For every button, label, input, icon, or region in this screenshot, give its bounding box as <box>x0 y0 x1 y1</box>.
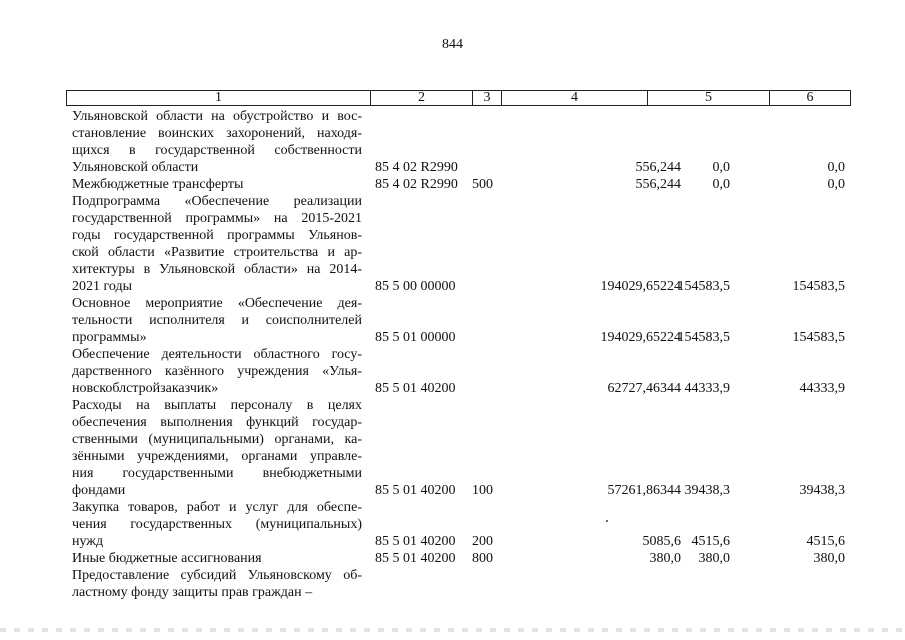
amount-col-5: 154583,5 <box>677 330 730 345</box>
description-line: фондами <box>72 483 126 498</box>
description-line: становление воинских захоронений, находя- <box>72 126 362 141</box>
description-line: Основное мероприятие «Обеспечение дея- <box>72 296 362 311</box>
table-row <box>72 550 852 567</box>
row-description <box>72 346 362 397</box>
description-line: ственными (муниципальными) органами, ка- <box>72 432 362 447</box>
description-line: программы» <box>72 330 147 345</box>
description-line: новскоблстройзаказчик» <box>72 381 219 396</box>
amount-col-4: 62727,46344 <box>607 381 681 396</box>
description-line: зёнными учреждениями, органами управле- <box>72 449 362 464</box>
table-row <box>72 397 852 499</box>
amount-col-5: 39438,3 <box>684 483 730 498</box>
header-col-5: 5 <box>648 91 770 105</box>
target-article-code: 85 5 01 40200 <box>375 551 456 566</box>
description-line: ластному фонду защиты прав граждан – <box>72 585 313 600</box>
header-col-4: 4 <box>502 91 648 105</box>
target-article-code: 85 5 00 00000 <box>375 279 456 294</box>
amount-col-6: 154583,5 <box>792 330 845 345</box>
description-line: тельности исполнителя и соисполнителей <box>72 313 362 328</box>
expense-type-code: 100 <box>472 483 493 498</box>
target-article-code: 85 4 02 R2990 <box>375 177 458 192</box>
page-number: 844 <box>442 37 463 52</box>
row-description <box>72 108 362 176</box>
amount-col-4: 556,244 <box>635 160 681 175</box>
amount-col-4: 194029,65224 <box>600 330 681 345</box>
description-line: Иные бюджетные ассигнования <box>72 551 262 566</box>
description-line: ской области «Развитие строительства и ар- <box>72 245 362 260</box>
table-body <box>72 108 852 601</box>
description-line: Обеспечение деятельности областного госу- <box>72 347 362 362</box>
target-article-code: 85 5 01 00000 <box>375 330 456 345</box>
description-line: государственной программы» на 2015-2021 <box>72 211 362 226</box>
row-description <box>72 550 362 567</box>
amount-col-4: 5085,6 <box>642 534 681 549</box>
scan-artifact-strip <box>0 628 905 632</box>
header-col-1: 1 <box>67 91 371 105</box>
amount-col-5: 0,0 <box>712 160 730 175</box>
expense-type-code: 800 <box>472 551 493 566</box>
description-line: щихся в государственной собственности <box>72 143 362 158</box>
header-col-6: 6 <box>806 90 814 105</box>
amount-col-6: 380,0 <box>813 551 845 566</box>
amount-col-5: 0,0 <box>712 177 730 192</box>
description-line: ния государственными внебюджетными <box>72 466 362 481</box>
amount-col-5: 154583,5 <box>677 279 730 294</box>
amount-col-5: 44333,9 <box>684 381 730 396</box>
description-line: Ульяновской области на обустройство и вос- <box>72 109 362 124</box>
amount-col-6: 0,0 <box>827 177 845 192</box>
row-description <box>72 193 362 295</box>
description-line: Расходы на выплаты персоналу в целях <box>72 398 362 413</box>
description-line: Ульяновской области <box>72 160 199 175</box>
amount-col-4: 380,0 <box>649 551 681 566</box>
description-line: нужд <box>72 534 104 549</box>
amount-col-6: 154583,5 <box>792 279 845 294</box>
table-row <box>72 346 852 397</box>
row-description <box>72 499 362 550</box>
header-col-2: 2 <box>371 91 473 105</box>
target-article-code: 85 5 01 40200 <box>375 534 456 549</box>
table-row <box>72 295 852 346</box>
amount-col-4: 194029,65224 <box>600 279 681 294</box>
target-article-code: 85 5 01 40200 <box>375 381 456 396</box>
scan-speck <box>606 520 608 522</box>
table-row <box>72 176 852 193</box>
row-description <box>72 176 362 193</box>
description-line: обеспечения выполнения функций государ- <box>72 415 362 430</box>
amount-col-4: 556,244 <box>635 177 681 192</box>
description-line: хитектуры в Ульяновской области» на 2014- <box>72 262 362 277</box>
description-line: Подпрограмма «Обеспечение реализации <box>72 194 362 209</box>
table-row <box>72 193 852 295</box>
expense-type-code: 500 <box>472 177 493 192</box>
description-line: годы государственной программы Ульянов- <box>72 228 362 243</box>
amount-col-6: 39438,3 <box>799 483 845 498</box>
row-description <box>72 295 362 346</box>
expense-type-code: 200 <box>472 534 493 549</box>
description-line: Межбюджетные трансферты <box>72 177 244 192</box>
description-line: чения государственных (муниципальных) <box>72 517 362 532</box>
amount-col-5: 4515,6 <box>691 534 730 549</box>
target-article-code: 85 4 02 R2990 <box>375 160 458 175</box>
table-header <box>66 90 851 106</box>
description-line: 2021 годы <box>72 279 133 294</box>
description-line: Предоставление субсидий Ульяновскому об- <box>72 568 362 583</box>
target-article-code: 85 5 01 40200 <box>375 483 456 498</box>
table-row <box>72 108 852 176</box>
amount-col-6: 4515,6 <box>806 534 845 549</box>
amount-col-6: 0,0 <box>827 160 845 175</box>
row-description <box>72 567 362 601</box>
amount-col-6: 44333,9 <box>799 381 845 396</box>
description-line: дарственного казённого учреждения «Улья- <box>72 364 362 379</box>
table-row <box>72 567 852 601</box>
table-row <box>72 499 852 550</box>
amount-col-4: 57261,86344 <box>607 483 681 498</box>
description-line: Закупка товаров, работ и услуг для обеспе- <box>72 500 362 515</box>
header-col-3: 3 <box>473 91 502 105</box>
row-description <box>72 397 362 499</box>
amount-col-5: 380,0 <box>698 551 730 566</box>
